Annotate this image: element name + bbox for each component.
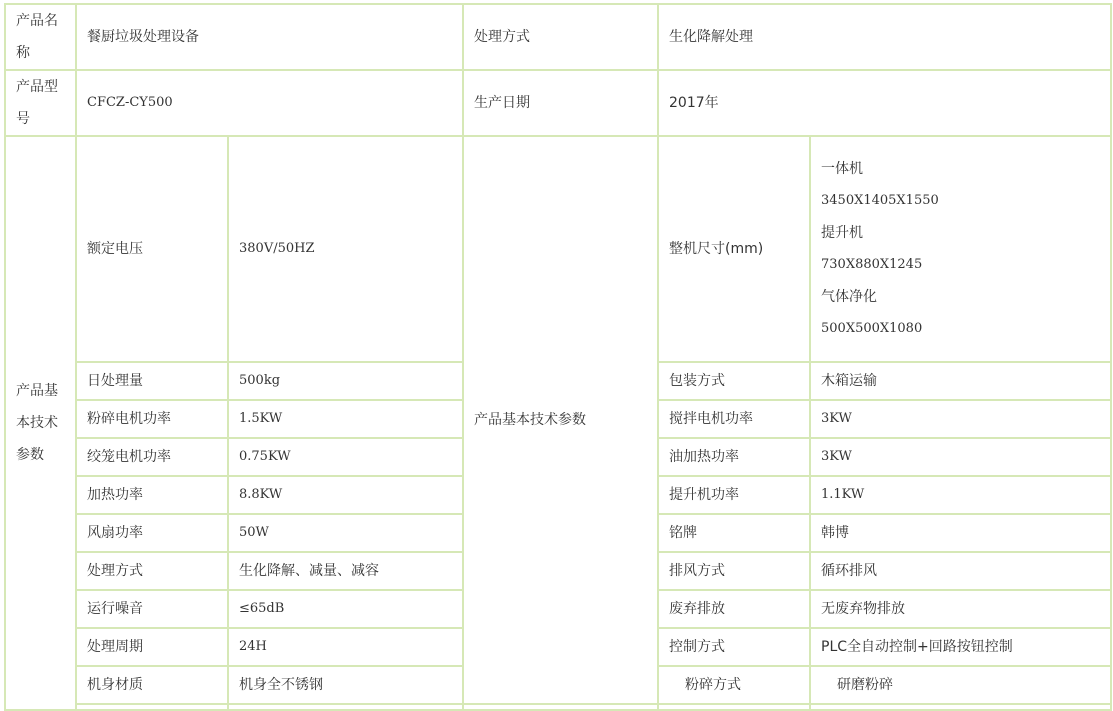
size-line: 3450X1405X1550 (821, 193, 939, 208)
param-label: 搅拌电机功率 (658, 400, 810, 438)
param-label: 加热功率 (76, 476, 228, 514)
model-value: CFCZ-CY500 (76, 70, 463, 136)
param-value: 机身全不锈钢 (228, 666, 463, 704)
production-date-value: 2017年 (658, 70, 1111, 136)
param-value: 生化降解、减量、减容 (228, 552, 463, 590)
param-value: 8.8KW (228, 476, 463, 514)
param-value: 1.1KW (810, 476, 1111, 514)
param-label: 风扇功率 (76, 514, 228, 552)
param-label: 绞笼电机功率 (76, 438, 228, 476)
param-label: 额定电压 (76, 136, 228, 362)
table-row (5, 704, 1111, 710)
param-label: 控制方式 (658, 628, 810, 666)
product-name-label: 产品名称 (5, 4, 76, 70)
size-line: 一体机 (821, 161, 863, 177)
param-label: 机身材质 (76, 666, 228, 704)
param-label: 铭牌 (658, 514, 810, 552)
empty-cell (463, 704, 658, 710)
param-label: 包装方式 (658, 362, 810, 400)
size-line: 730X880X1245 (821, 257, 923, 272)
size-line: 提升机 (821, 225, 863, 241)
empty-cell (76, 704, 228, 710)
param-label: 处理周期 (76, 628, 228, 666)
param-value: 1.5KW (228, 400, 463, 438)
table-row (5, 4, 1111, 70)
param-value: 24H (228, 628, 463, 666)
param-label: 处理方式 (76, 552, 228, 590)
param-value: 木箱运输 (810, 362, 1111, 400)
param-label: 废弃排放 (658, 590, 810, 628)
table-row (5, 136, 1111, 362)
empty-cell (810, 704, 1111, 710)
param-value: 3KW (810, 400, 1111, 438)
param-label: 油加热功率 (658, 438, 810, 476)
param-value: 韩博 (810, 514, 1111, 552)
process-method-value: 生化降解处理 (658, 4, 1111, 70)
middle-section-label: 产品基本技术参数 (463, 136, 658, 704)
param-value: ≤65dB (228, 590, 463, 628)
param-label: 日处理量 (76, 362, 228, 400)
param-value: 0.75KW (228, 438, 463, 476)
product-name-value: 餐厨垃圾处理设备 (76, 4, 463, 70)
size-line: 气体净化 (821, 289, 877, 305)
param-label: 粉碎电机功率 (76, 400, 228, 438)
param-value: PLC全自动控制+回路按钮控制 (810, 628, 1111, 666)
param-value: 循环排风 (810, 552, 1111, 590)
model-label: 产品型号 (5, 70, 76, 136)
param-value: 研磨粉碎 (810, 666, 1111, 704)
param-value: 3KW (810, 438, 1111, 476)
param-value: 50W (228, 514, 463, 552)
param-label: 粉碎方式 (658, 666, 810, 704)
param-value: 380V/50HZ (228, 136, 463, 362)
param-label: 排风方式 (658, 552, 810, 590)
param-label: 运行噪音 (76, 590, 228, 628)
size-value (810, 136, 1111, 362)
size-line: 500X500X1080 (821, 321, 923, 336)
table-row (5, 70, 1111, 136)
param-value: 500kg (228, 362, 463, 400)
param-label: 提升机功率 (658, 476, 810, 514)
param-value: 无废弃物排放 (810, 590, 1111, 628)
section-label: 产品基本技术参数 (5, 136, 76, 710)
process-method-label: 处理方式 (463, 4, 658, 70)
size-label: 整机尺寸(mm) (658, 136, 810, 362)
empty-cell (228, 704, 463, 710)
production-date-label: 生产日期 (463, 70, 658, 136)
empty-cell (658, 704, 810, 710)
product-spec-table (4, 3, 1112, 711)
